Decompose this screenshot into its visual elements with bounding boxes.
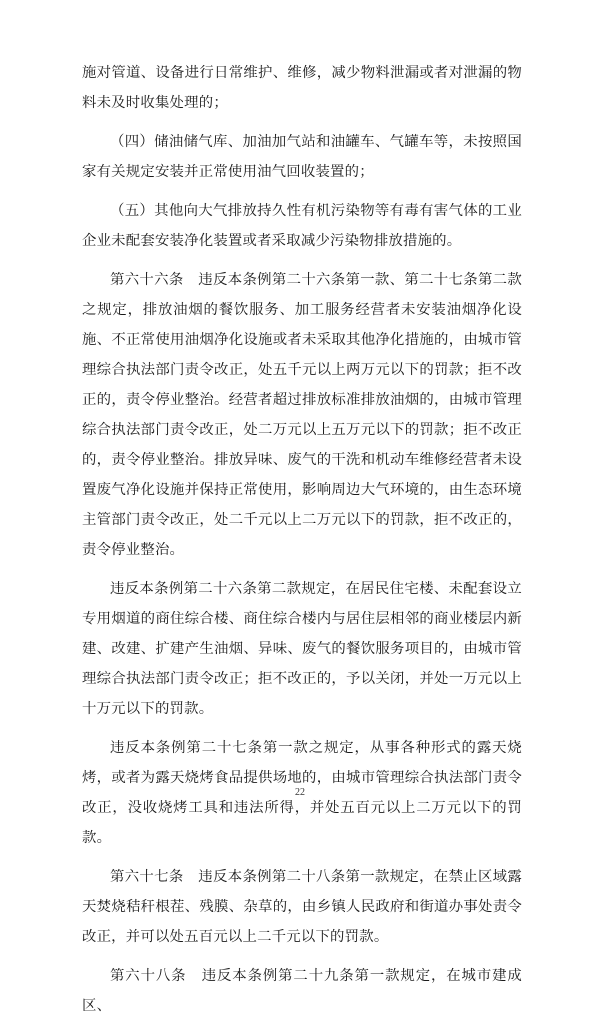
paragraph-article-68: 第六十八条 违反本条例第二十九条第一款规定，在城市建成区、 (82, 968, 522, 1014)
paragraph-item-5: （五）其他向大气排放持久性有机污染物等有毒有害气体的工业企业未配套安装净化装置或者采取减少污染物排放措施的。 (82, 203, 522, 249)
body-text (82, 58, 522, 1030)
paragraph-item-4: （四）储油储气库、加油加气站和油罐车、气罐车等，未按照国家有关规定安装并正常使用油气回收装置的； (82, 134, 522, 180)
paragraph-article-66: 第六十六条 违反本条例第二十六条第一款、第二十七条第二款之规定，排放油烟的餐饮服务、加工服务经营者未安装油烟净化设施、不正常使用油烟净化设施或者未采取其他净化措施的，由城市管理综合执法部门责令改正，处五千元以上两万元以下的罚款；拒不改正的，责令停业整治。经营者超过排放标准排放油烟的，由城市管理综合执法部门责令改正，处二万元以上五万元以下的罚款；拒不改正的，责令停业整治。排放异味、废气的干洗和机动车维修经营者未设置废气净化设施并保持正常使用，影响周边大气环境的，由生态环境主管部门责令改正，处二千元以上二万元以下的罚款，拒不改正的，责令停业整治。 (82, 272, 522, 558)
paragraph-article-66-clause-3: 违反本条例第二十七条第一款之规定，从事各种形式的露天烧烤，或者为露天烧烤食品提供场地的，由城市管理综合执法部门责令改正，没收烧烤工具和违法所得，并处五百元以上二万元以下的罚款。 (82, 740, 522, 846)
paragraph-article-67: 第六十七条 违反本条例第二十八条第一款规定，在禁止区域露天焚烧秸秆根茬、残膜、杂草的，由乡镇人民政府和街道办事处责令改正，并可以处五百元以上二千元以下的罚款。 (82, 869, 522, 945)
paragraph-continued: 施对管道、设备进行日常维护、维修，减少物料泄漏或者对泄漏的物料未及时收集处理的； (82, 65, 522, 111)
page-number: 22 (295, 787, 305, 798)
paragraph-article-66-clause-2: 违反本条例第二十六条第二款规定，在居民住宅楼、未配套设立专用烟道的商住综合楼、商住综合楼内与居住层相邻的商业楼层内新建、改建、扩建产生油烟、异味、废气的餐饮服务项目的，由城市管理综合执法部门责令改正；拒不改正的，予以关闭，并处一万元以上十万元以下的罚款。 (82, 581, 522, 717)
